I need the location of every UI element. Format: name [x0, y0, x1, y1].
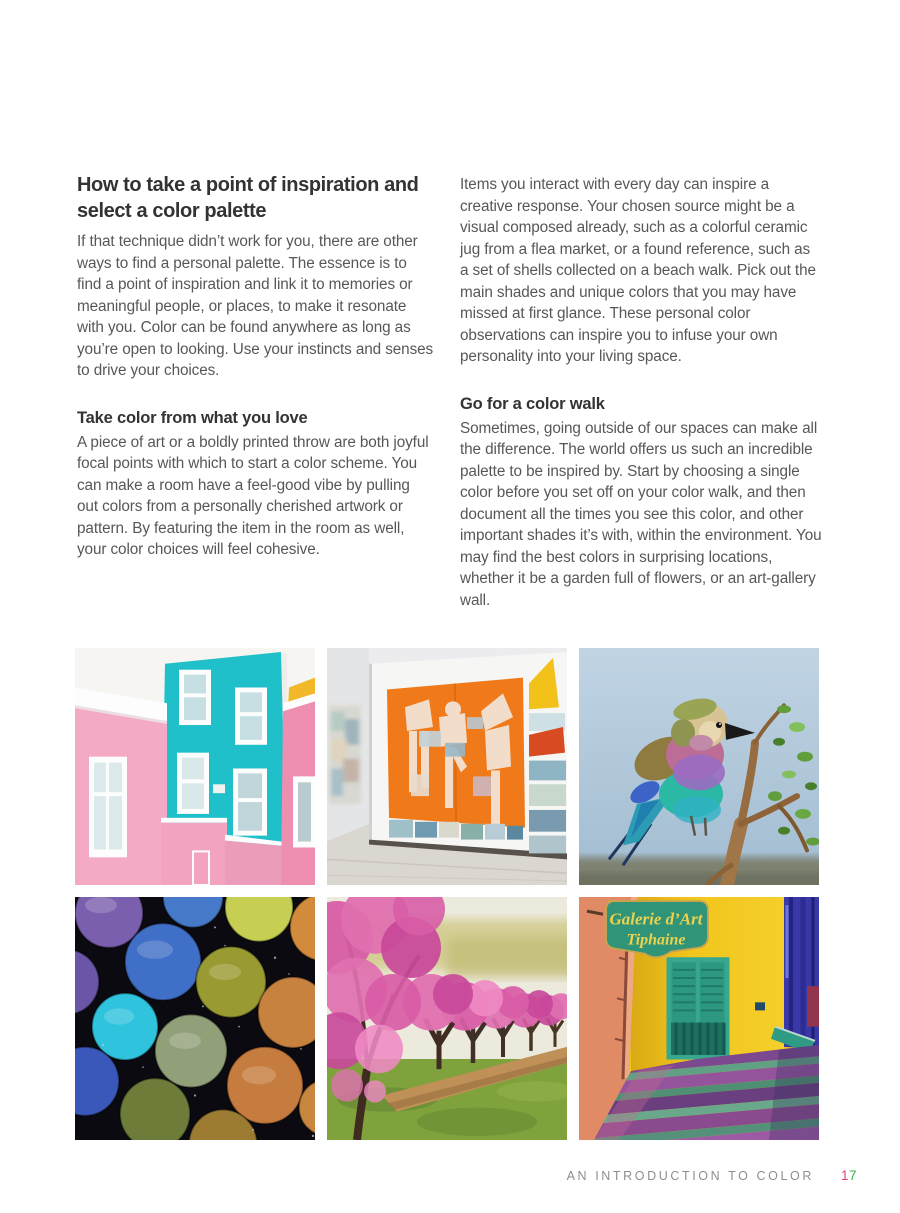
photo-pink-and-teal-houses [75, 648, 315, 885]
photo-gallery-orange-artwork [327, 648, 567, 885]
bird-illustration [579, 648, 819, 885]
page-number-digit-7: 7 [848, 1168, 857, 1183]
photo-blossom-orchard [327, 897, 567, 1140]
photo-grid [75, 648, 819, 1140]
houses-illustration [75, 648, 315, 885]
page-number [841, 1168, 857, 1183]
wall-plaque [755, 1002, 765, 1010]
left-section-paragraph: A piece of art or a boldly printed throw are both joyful focal points with which to start a color scheme. You can make a room have a feel-good vibe by pulling out colors from a personally cherished artwork or pattern. By featuring the item in the room as well, your color choices will feel cohesive. [77, 433, 429, 558]
page-number-digit-1: 1 [840, 1168, 849, 1183]
orchard-illustration [327, 897, 567, 1140]
photo-colorful-staircase [579, 897, 819, 1140]
sign-line2: Tiphaine [626, 931, 686, 949]
green-window [667, 958, 729, 1059]
right-section-paragraph: Sometimes, going outside of our spaces can make all the difference. The world offers us such an incredible palette to be inspired by. Start by choosing a single color before you set off on your color walk, and then document all the times you see this color, and other important shades it’s with, within the environment. You may find the best colors in surprising locations, whether it be a garden full of flowers, or an art-gallery wall. [460, 419, 822, 609]
page-footer [567, 1168, 857, 1183]
blue-wall [784, 897, 819, 1049]
photo-eyeshadow-palette [75, 897, 315, 1140]
distant-artwork [329, 705, 361, 804]
right-intro-paragraph: Items you interact with every day can inspire a creative response. Your chosen source might be a visual composed already, such as a colorful ceramic jug from a flea market, or a found reference, such as a set of shells collected on a beach walk. Pick out the main shades and unique colors that you may have missed at first glance. These personal color observations can inspire you to infuse your own personality into your living space. [460, 176, 816, 365]
staircase-illustration [579, 897, 819, 1140]
palette-illustration [75, 897, 315, 1140]
left-intro-paragraph: If that technique didn’t work for you, there are other ways to find a personal palette. The essence is to find a point of inspiration and link it to memories or meaningful people, or places, to make it resonate with you. Color can be found anywhere as long as you’re open to looking. Use your instincts and senses to drive your choices. [77, 233, 434, 379]
section-heading-color-walk: Go for a color walk [460, 394, 605, 413]
sign-line1: Galerie d’Art [609, 909, 703, 929]
right-column [460, 174, 822, 611]
running-footer-title: AN INTRODUCTION TO COLOR [566, 1169, 814, 1183]
gallery-illustration [327, 648, 567, 885]
right-house-window [293, 776, 315, 847]
pink-house-window [89, 757, 127, 858]
left-column [77, 172, 434, 561]
section-heading-take-color: Take color from what you love [77, 408, 308, 427]
page-title: How to take a point of inspiration and select a color palette [77, 174, 419, 222]
photo-lilac-breasted-roller [579, 648, 819, 885]
